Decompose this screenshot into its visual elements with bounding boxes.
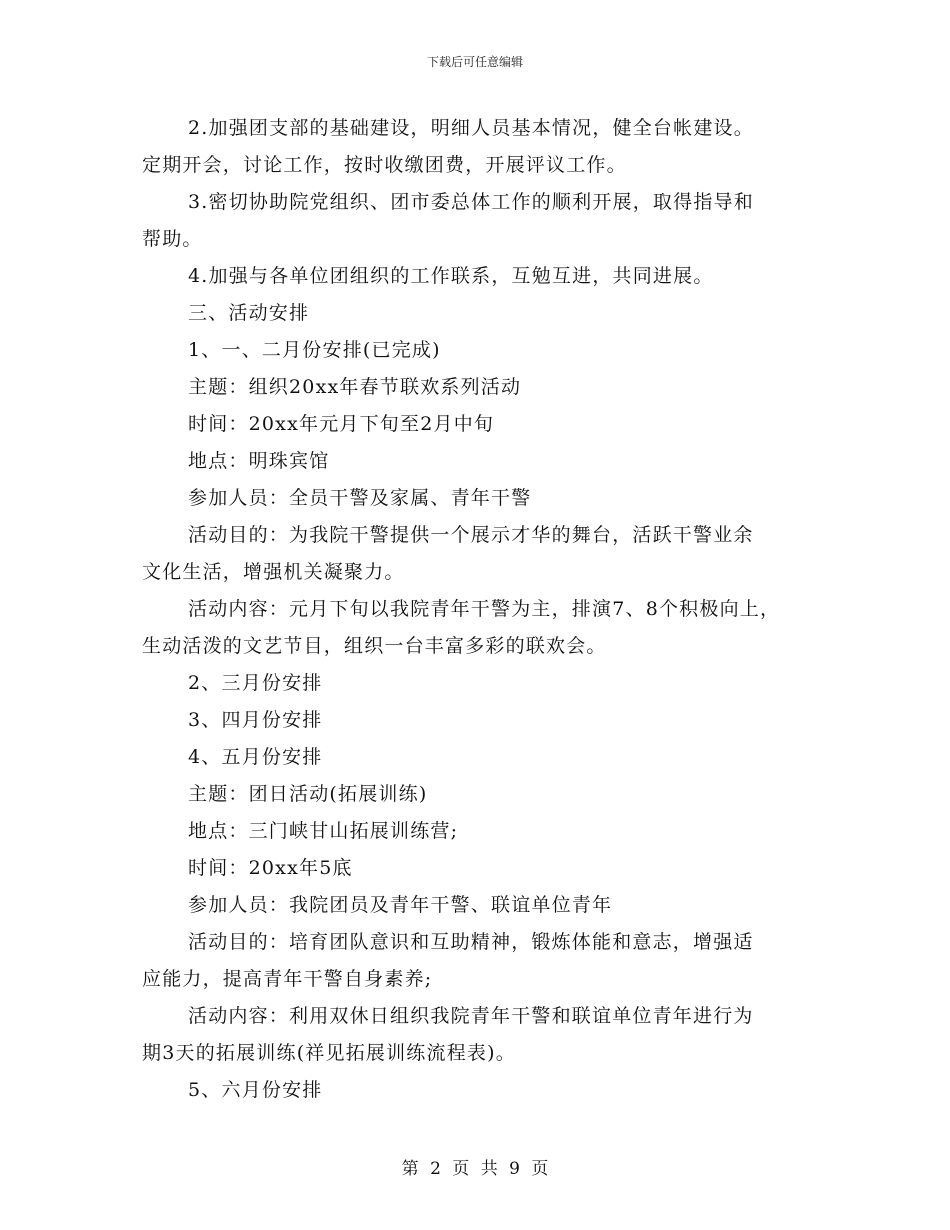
paragraph-line: 三、活动安排 <box>188 302 310 324</box>
paragraph-line: 时间：20xx年元月下旬至2月中旬 <box>188 413 495 435</box>
paragraph-line: 参加人员：我院团员及青年干警、联谊单位青年 <box>188 894 613 916</box>
paragraph-line: 1、一、二月份安排(已完成) <box>188 339 441 361</box>
paragraph-line: 参加人员：全员干警及家属、青年干警 <box>188 487 532 509</box>
paragraph-line: 活动内容：元月下旬以我院青年干警为主，排演7、8个积极向上， <box>188 598 781 620</box>
paragraph-line: 文化生活，增强机关凝聚力。 <box>142 561 405 583</box>
paragraph-line: 3.密切协助院党组织、团市委总体工作的顺利开展，取得指导和 <box>188 191 754 213</box>
paragraph-line: 2、三月份安排 <box>188 672 323 694</box>
page-footer: 第 2 页 共 9 页 <box>401 1159 549 1179</box>
paragraph-line: 5、六月份安排 <box>188 1079 323 1101</box>
paragraph-line: 活动目的：培育团队意识和互助精神，锻炼体能和意志，增强适 <box>188 931 754 953</box>
paragraph-line: 地点：明珠宾馆 <box>188 450 330 472</box>
paragraph-line: 帮助。 <box>142 228 203 250</box>
page-header: 下载后可任意编辑 <box>426 55 523 69</box>
paragraph-line: 3、四月份安排 <box>188 709 323 731</box>
paragraph-line: 应能力，提高青年干警自身素养; <box>142 968 433 990</box>
paragraph-line: 主题：团日活动(拓展训练) <box>188 783 428 805</box>
paragraph-line: 活动内容：利用双休日组织我院青年干警和联谊单位青年进行为 <box>188 1005 754 1027</box>
paragraph-line: 定期开会，讨论工作，按时收缴团费，开展评议工作。 <box>142 154 627 176</box>
document-body <box>142 110 822 1109</box>
paragraph-line: 地点：三门峡甘山拓展训练营; <box>188 820 459 842</box>
paragraph-line: 生动活泼的文艺节目，组织一台丰富多彩的联欢会。 <box>142 635 607 657</box>
paragraph-line: 期3天的拓展训练(祥见拓展训练流程表)。 <box>142 1042 516 1064</box>
paragraph-line: 4.加强与各单位团组织的工作联系，互勉互进，共同进展。 <box>188 265 714 287</box>
paragraph-line: 2.加强团支部的基础建设，明细人员基本情况，健全台帐建设。 <box>188 117 754 139</box>
paragraph-line: 时间：20xx年5底 <box>188 857 353 879</box>
paragraph-line: 主题：组织20xx年春节联欢系列活动 <box>188 376 522 398</box>
paragraph-line: 4、五月份安排 <box>188 746 323 768</box>
paragraph-line: 活动目的：为我院干警提供一个展示才华的舞台，活跃干警业余 <box>188 524 754 546</box>
